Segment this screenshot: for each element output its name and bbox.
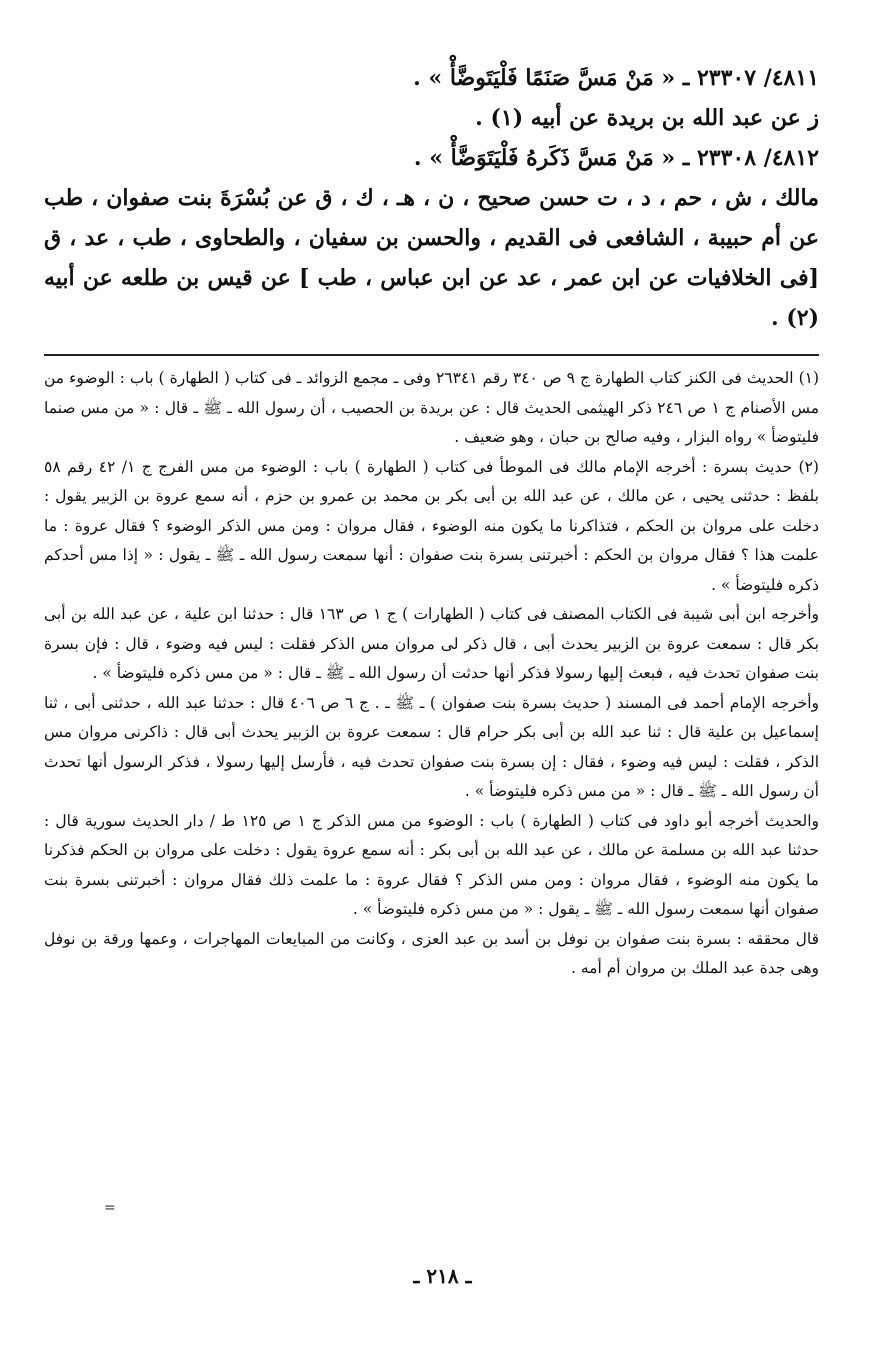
hadith-4811: ٤٨١١/ ٢٣٣٠٧ ـ « مَنْ مَسَّ صَنَمًا فَلْيَتَوضَّأْ » . xyxy=(413,65,819,91)
footnotes xyxy=(44,364,819,984)
attribution-line: ز عن عبد الله بن بريدة عن أبيه (١) . xyxy=(475,105,819,131)
footnote-ibn-abi-shaiba: وأخرجه ابن أبى شيبة فى الكتاب المصنف فى كتاب ( الطهارات ) ج ١ ص ١٦٣ قال : حدثنا ابن علية ، عن عبد الله بن أبى بكر قال : سمعت عروة بن الزبير يحدث أبى ، قال ذكر لى مروان مس الذكر فقلت : ليس فيه وضوء ، قال : فإن بسرة بنت صفوان تحدث فيه ، فبعث إليها رسولا فذكر أنها حدثت أن رسول الله ـ ﷺ ـ قال : « من مس ذكره فليتوضأ » . xyxy=(44,605,819,682)
margin-mark: = xyxy=(104,1200,116,1216)
footnote-muhaqqiq: قال محققه : بسرة بنت صفوان بن نوفل بن أسد بن عبد العزى ، وكانت من المبايعات المهاجرات ، وعمها ورقة بن نوفل وهى جدة عبد الملك بن مروان أم أمه . xyxy=(44,929,819,977)
sources-paragraph: مالك ، ش ، حم ، د ، ت حسن صحيح ، ن ، هـ ، ك ، ق عن بُسْرَةَ بنت صفوان ، طب عن أم حبيبة ، الشافعى فى القديم ، والحسن بن سفيان ، والطحاوى ، طب ، عد ، ق [فى الخلافيات عن ابن عمر ، عد عن ابن عباس ، طب ] عن قيس بن طلعه عن أبيه (٢) . xyxy=(44,185,819,331)
footnote-2: (٢) حديث بسرة : أخرجه الإمام مالك فى الموطأ فى كتاب ( الطهارة ) باب : الوضوء من مس الفرج ج ١/ ٤٢ رقم ٥٨ بلفظ : حدثنى يحيى ، عن مالك ، عن عبد الله بن أبى بكر بن محمد بن عمرو بن حزم ، أنه سمع عروة بن الزبير يقول : دخلت على مروان بن الحكم ، فتذاكرنا ما يكون منه الوضوء ، فقال مروان : ومن مس الذكر الوضوء ؟ فقال عروة : ما علمت هذا ؟ فقال مروان بن الحكم : أخبرتنى بسرة بنت صفوان : أنها سمعت رسول الله ـ ﷺ ـ يقول : « إذا مس أحدكم ذكره فليتوضأ » . xyxy=(44,457,819,594)
footnote-divider xyxy=(44,354,819,356)
footnote-ahmad: وأخرجه الإمام أحمد فى المسند ( حديث بسرة بنت صفوان ) ـ ﷺ ـ . ج ٦ ص ٤٠٦ قال : حدثنا عبد الله ، حدثنى أبى ، ثنا إسماعيل بن علية قال : ثنا عبد الله بن أبى بكر حرام قال : سمعت عروة بن الزبير يحدث أبى قال : ذاكرنى مروان مس الذكر ، فقلت : ليس فيه وضوء ، فقال : إن بسرة بنت صفوان تحدث فيه ، فأرسل إليها رسولا ، فذكر الرسول أنها تحدث أن رسول الله ـ ﷺ ـ قال : « من مس ذكره فليتوضأ » . xyxy=(44,693,820,800)
page-body xyxy=(44,58,819,984)
main-text xyxy=(44,58,819,338)
page-number: ـ ٢١٨ ـ xyxy=(413,1264,472,1288)
footnote-abu-dawud: والحديث أخرجه أبو داود فى كتاب ( الطهارة ) باب : الوضوء من مس الذكر ج ١ ص ١٢٥ ط / دار الحديث سورية قال : حدثنا عبد الله بن مسلمة عن مالك ، عن عبد الله بن أبى بكر : أنه سمع عروة يقول : دخلت على مروان بن الحكم فذكرنا ما يكون منه الوضوء ، فقال مروان : ومن مس الذكر ؟ فقال عروة : ما علمت ذلك فقال مروان : أخبرتنى بسرة بنت صفوان أنها سمعت رسول الله ـ ﷺ ـ يقول : « من مس ذكره فليتوضأ » . xyxy=(44,811,820,918)
footnote-1: (١) الحديث فى الكنز كتاب الطهارة ج ٩ ص ٣٤٠ رقم ٢٦٣٤١ وفى ـ مجمع الزوائد ـ فى كتاب ( الطهارة ) باب : الوضوء من مس الأصنام ج ١ ص ٢٤٦ ذكر الهيثمى الحديث قال : عن بريدة بن الحصيب ، أن رسول الله ـ ﷺ ـ قال : « من مس صنما فليتوضأ » رواه البزار ، وفيه صالح بن حبان ، وهو ضعيف . xyxy=(44,369,820,446)
hadith-4812: ٤٨١٢/ ٢٣٣٠٨ ـ « مَنْ مَسَّ ذَكَرهُ فَلْيَتَوَضَّأْ » . xyxy=(413,145,819,171)
